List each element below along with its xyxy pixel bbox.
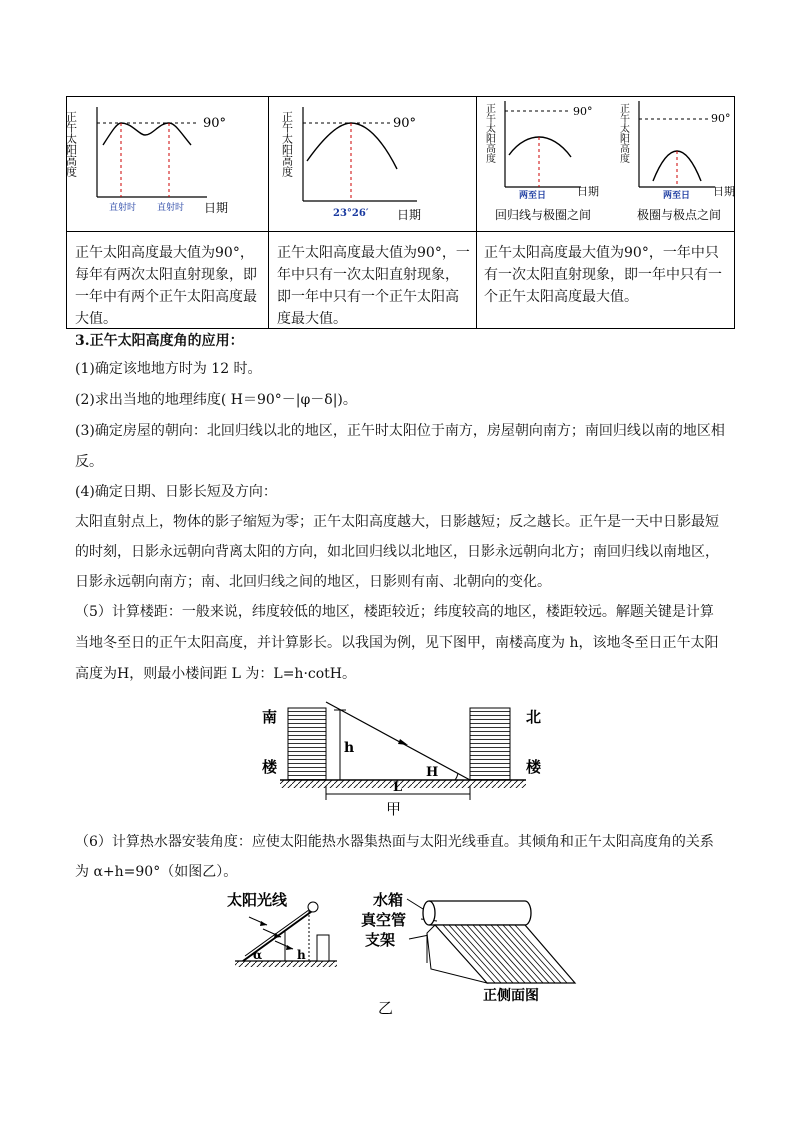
- svg-text:90°: 90°: [393, 116, 417, 131]
- svg-text:南: 南: [262, 708, 278, 726]
- col1-text: 正午太阳高度最大值为90°，每年有两次太阳直射现象，即一年中有两个正午太阳高度最大值。: [75, 245, 257, 327]
- figure-jia: [250, 700, 560, 820]
- y-axis-label: 正午太阳高度: [64, 111, 78, 177]
- svg-text:日期: 日期: [713, 185, 735, 198]
- paragraph-2: (2)求出当地的地理纬度( H＝90°－|φ－δ|)。: [75, 392, 357, 408]
- svg-text:H: H: [426, 765, 439, 780]
- comparison-table: [66, 96, 735, 329]
- col3-text: 正午太阳高度最大值为90°，一年中只有一次太阳直射现象，即一年中只有一个正午太阳高度最大值。: [484, 245, 722, 305]
- svg-text:北: 北: [526, 708, 542, 726]
- svg-text:水箱: 水箱: [373, 891, 404, 909]
- svg-text:正侧面图: 正侧面图: [483, 988, 539, 1004]
- graph-tropic-to-circle: [477, 97, 607, 231]
- svg-text:回归线与极圈之间: 回归线与极圈之间: [495, 208, 592, 222]
- figure-yi: [225, 885, 595, 1020]
- svg-text:90°: 90°: [711, 112, 731, 125]
- paragraph-1: (1)确定该地地方时为 12 时。: [75, 361, 262, 377]
- svg-text:L: L: [393, 780, 403, 795]
- paragraph-6b: 为 α+h=90°（如图乙）。: [75, 864, 238, 880]
- svg-text:两至日: 两至日: [663, 191, 691, 201]
- svg-text:乙: 乙: [378, 999, 394, 1017]
- svg-text:90°: 90°: [203, 116, 227, 131]
- svg-text:α: α: [253, 948, 263, 962]
- svg-text:90°: 90°: [573, 105, 593, 118]
- paragraph-5b: 当地冬至日的正午太阳高度，并计算影长。以我国为例，见下图甲，南楼高度为 h，该地冬至日正午太阳: [75, 635, 719, 651]
- svg-text:h: h: [297, 948, 306, 962]
- paragraph-4c: 日影永远朝向南方；南、北回归线之间的地区，日影则有南、北朝向的变化。: [75, 574, 551, 590]
- graph-one-peak: [269, 97, 476, 231]
- svg-text:正午太阳高度: 正午太阳高度: [617, 103, 629, 163]
- paragraph-5a: （5）计算楼距：一般来说，纬度较低的地区，楼距较近；纬度较高的地区，楼距较远。解题关键是计算: [75, 604, 714, 620]
- svg-text:23°26′: 23°26′: [333, 208, 369, 219]
- svg-text:甲: 甲: [386, 800, 402, 818]
- paragraph-3b: 反。: [75, 454, 103, 470]
- svg-text:直射时: 直射时: [109, 203, 137, 213]
- col2-text: 正午太阳高度最大值为90°，一年中只有一次太阳直射现象，即一年中只有一个正午太阳高度最大值。: [277, 245, 470, 327]
- svg-text:太阳光线: 太阳光线: [227, 891, 288, 909]
- svg-text:楼: 楼: [262, 758, 278, 776]
- y-axis-label: 正午太阳高度: [280, 111, 294, 177]
- paragraph-6a: （6）计算热水器安装角度：应使太阳能热水器集热面与太阳光线垂直。其倾角和正午太阳高度角的关系: [75, 834, 714, 850]
- svg-text:h: h: [344, 740, 355, 756]
- paragraph-4b: 的时刻，日影永远朝向背离太阳的方向，如北回归线以北地区，日影永远朝向北方；南回归线以南地区，: [75, 544, 719, 560]
- section-heading: 3.正午太阳高度角的应用：: [75, 333, 244, 349]
- paragraph-3a: (3)确定房屋的朝向：北回归线以北的地区，正午时太阳位于南方，房屋朝向南方；南回归线以南的地区相: [75, 423, 725, 439]
- paragraph-4a: 太阳直射点上，物体的影子缩短为零；正午太阳高度越大，日影越短；反之越长。正午是一天中日影最短: [75, 514, 719, 530]
- svg-text:日期: 日期: [577, 185, 599, 198]
- svg-text:直射时: 直射时: [157, 203, 185, 213]
- svg-text:日期: 日期: [204, 201, 229, 215]
- graph-circle-to-pole: [607, 97, 735, 231]
- svg-text:正午太阳高度: 正午太阳高度: [483, 103, 495, 163]
- paragraph-5c: 高度为H，则最小楼间距 L 为：L=h·cotH。: [75, 666, 357, 682]
- svg-text:两至日: 两至日: [519, 191, 547, 201]
- svg-text:极圈与极点之间: 极圈与极点之间: [637, 208, 722, 222]
- graph-two-peaks: [64, 97, 268, 231]
- paragraph-4: (4)确定日期、日影长短及方向：: [75, 484, 277, 500]
- svg-text:支架: 支架: [365, 931, 396, 949]
- svg-text:真空管: 真空管: [361, 911, 407, 929]
- svg-text:楼: 楼: [526, 758, 542, 776]
- svg-text:日期: 日期: [397, 208, 422, 222]
